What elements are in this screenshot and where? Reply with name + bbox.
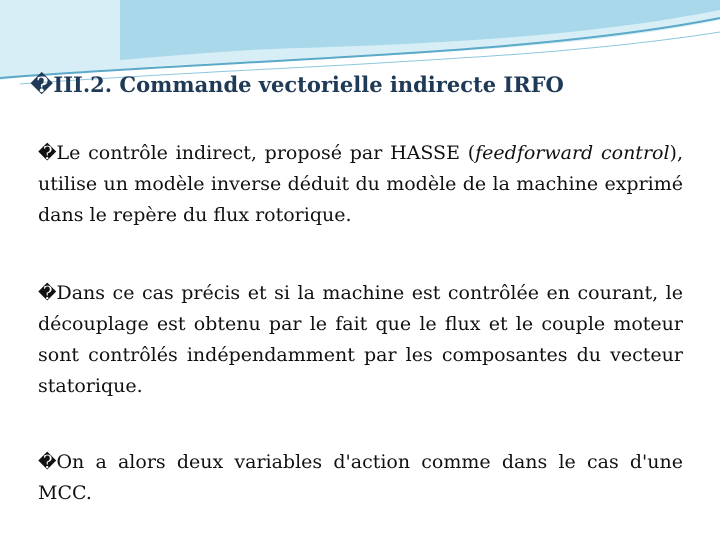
paragraph-text-part1: Le contrôle indirect, proposé par HASSE (: [56, 142, 476, 164]
bullet-icon: �: [38, 283, 57, 304]
bullet-icon: �: [38, 452, 57, 473]
title-text: III.2. Commande vectorielle indirecte IRFO: [53, 72, 564, 97]
slide-title: [30, 72, 700, 97]
paragraph-text-part2: ), utilise un modèle inverse déduit du modèle de la machine exprimé dans le repère du flux rotorique.: [38, 142, 683, 226]
paragraph-indirect-control: [38, 138, 683, 231]
paragraph-text: Dans ce cas précis et si la machine est contrôlée en courant, le découplage est obtenu par le fait que le flux et le couple moteur sont contrôlés indépendamment par les composantes du vecteur statorique.: [38, 282, 683, 397]
paragraph-italic-term: feedforward control: [475, 142, 670, 164]
paragraph-action-variables: [38, 447, 683, 509]
title-bullet-icon: �: [30, 72, 54, 97]
paragraph-current-control: [38, 278, 683, 402]
paragraph-text: On a alors deux variables d'action comme dans le cas d'une MCC.: [38, 451, 683, 504]
bullet-icon: �: [38, 143, 57, 164]
